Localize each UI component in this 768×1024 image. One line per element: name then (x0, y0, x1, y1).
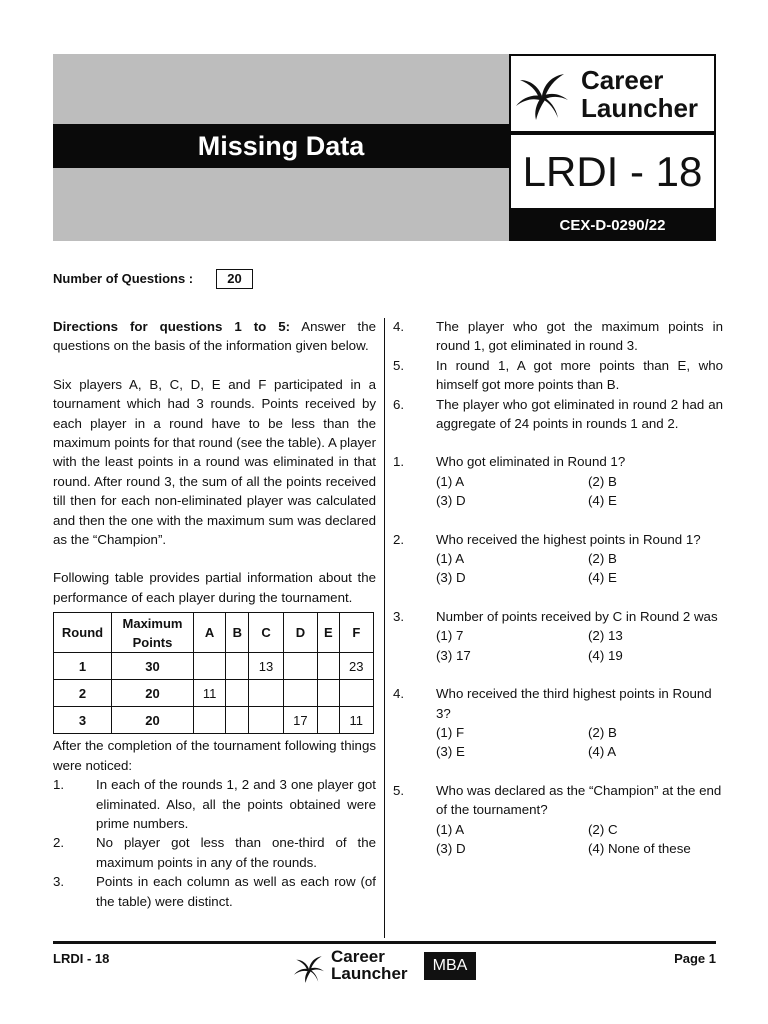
table-cell: 17 (283, 707, 317, 734)
question-1 (393, 452, 723, 510)
table-cell: 30 (112, 653, 194, 680)
question-text: Who was declared as the “Champion” at the end of the tournament? (436, 782, 722, 818)
column-divider (384, 318, 385, 938)
observation-text: The player who got the maximum points in round 1, got eliminated in round 3. (436, 319, 723, 354)
observation-number: 1. (53, 777, 65, 793)
table-row (54, 707, 374, 734)
option: (1) F (436, 724, 465, 740)
table-row (54, 680, 374, 707)
table-header-cell: B (226, 613, 249, 653)
question-options (436, 626, 723, 665)
points-table (53, 612, 374, 734)
table-cell: 3 (54, 707, 112, 734)
brand-name (581, 66, 698, 122)
table-cell: 11 (339, 707, 373, 734)
table-cell (283, 680, 317, 707)
question-stem (393, 452, 723, 471)
option: (2) B (588, 724, 617, 740)
option: (4) A (588, 744, 617, 760)
footer-brand (331, 948, 408, 982)
option: (4) None of these (588, 840, 691, 856)
table-cell (318, 707, 340, 734)
question-number: 4. (393, 686, 405, 702)
table-cell (249, 680, 283, 707)
question-number: 2. (393, 531, 405, 547)
footer-brand-line2: Launcher (331, 964, 408, 983)
option: (3) D (436, 570, 466, 586)
observation-number: 2. (53, 835, 65, 851)
observation-item (53, 872, 376, 911)
question-number: 3. (393, 608, 405, 624)
observation-item (393, 317, 723, 356)
option: (3) D (436, 840, 466, 856)
observation-text: The player who got eliminated in round 2 had an aggregate of 24 points in rounds 1 and 2. (436, 396, 723, 432)
observation-item (393, 395, 723, 434)
table-intro: Following table provides partial information about the performance of each player during the tournament. (53, 570, 376, 605)
question-stem (393, 781, 723, 820)
question-stem (393, 530, 723, 549)
question-number: 5. (393, 782, 405, 798)
brand-line2: Launcher (581, 93, 699, 123)
table-header-cell: E (318, 613, 340, 653)
option: (3) 17 (436, 647, 471, 663)
option: (2) 13 (588, 628, 623, 644)
footer-logo-icon (291, 954, 327, 984)
page-number: Page 1 (674, 951, 716, 966)
left-column (53, 317, 376, 911)
observation-number: 5. (393, 357, 405, 373)
question-options (436, 723, 723, 762)
table-cell (194, 707, 226, 734)
question-text: Number of points received by C in Round 2 was (436, 608, 718, 624)
question-options (436, 472, 723, 511)
question-stem (393, 684, 723, 723)
option: (4) 19 (588, 647, 623, 663)
document-code: LRDI - 18 (522, 148, 703, 195)
option: (1) 7 (436, 628, 464, 644)
table-cell (318, 653, 340, 680)
table-cell (226, 680, 249, 707)
table-cell: 23 (339, 653, 373, 680)
table-cell (194, 653, 226, 680)
observation-number: 6. (393, 396, 405, 412)
table-cell (283, 653, 317, 680)
table-header-cell: Maximum Points (112, 613, 194, 653)
table-cell (339, 680, 373, 707)
question-text: Who received the highest points in Round 1? (436, 531, 701, 547)
footer-divider (53, 941, 716, 944)
table-cell: 20 (112, 707, 194, 734)
option: (1) A (436, 473, 465, 489)
career-launcher-logo-icon (514, 70, 570, 122)
option: (1) A (436, 551, 465, 567)
question-5 (393, 781, 723, 859)
option: (2) B (588, 473, 617, 489)
question-2 (393, 530, 723, 588)
observation-text: No player got less than one-third of the maximum points in any of the rounds. (96, 835, 376, 870)
observation-text: In each of the rounds 1, 2 and 3 one player got eliminated. Also, all the points obtained were prime numbers. (96, 777, 376, 831)
observation-item (53, 833, 376, 872)
question-stem (393, 607, 723, 626)
footer-code: LRDI - 18 (53, 951, 110, 966)
table-header-cell: D (283, 613, 317, 653)
table-header-cell: F (339, 613, 373, 653)
table-cell: 11 (194, 680, 226, 707)
option: (2) B (588, 551, 617, 567)
table-header-cell: Round (54, 613, 112, 653)
sub-code: CEX-D-0290/22 (559, 217, 666, 234)
table-header-cell: A (194, 613, 226, 653)
option: (4) E (588, 493, 617, 509)
option: (3) E (436, 744, 465, 760)
directions (53, 317, 376, 356)
observation-text: In round 1, A got more points than E, who himself got more points than B. (436, 357, 723, 393)
observation-item (393, 356, 723, 395)
table-cell (318, 680, 340, 707)
observation-text: Points in each column as well as each row (of the table) were distinct. (96, 874, 376, 909)
intro-paragraph: Six players A, B, C, D, E and F participated in a tournament which had 3 rounds. Points received by each player in a round have to be less than the maximum points for that round (see the table). A player with the least points in a round was eliminated in that round. After round 3, the sum of all the points received till then for each non-eliminated player was calculated and then the one with the maximum sum was declared as the “Champion”. (53, 376, 376, 548)
table-cell: 13 (249, 653, 283, 680)
after-text: After the completion of the tournament following things were noticed: (53, 738, 376, 773)
footer-brand-line1: Career (331, 947, 385, 966)
question-number: 1. (393, 454, 405, 470)
option: (2) C (588, 821, 618, 837)
question-text: Who received the third highest points in Round 3? (436, 686, 712, 721)
table-cell (249, 707, 283, 734)
table-cell (226, 707, 249, 734)
option: (1) A (436, 821, 465, 837)
question-3 (393, 607, 723, 665)
question-text: Who got eliminated in Round 1? (436, 454, 626, 470)
option: (4) E (588, 570, 617, 586)
table-cell (226, 653, 249, 680)
directions-text: Answer the questions on the basis of the information given below. (53, 319, 376, 354)
table-header-row (54, 613, 374, 653)
table-cell: 2 (54, 680, 112, 707)
option: (3) D (436, 493, 466, 509)
observation-item (53, 775, 376, 833)
page-title: Missing Data (197, 131, 365, 161)
question-options (436, 549, 723, 588)
num-questions-label: Number of Questions : (53, 271, 194, 286)
question-4 (393, 684, 723, 762)
directions-heading: Directions for questions 1 to 5: (53, 319, 291, 334)
brand-line1: Career (581, 65, 664, 95)
right-column (393, 317, 723, 858)
table-row (54, 653, 374, 680)
num-questions-value: 20 (216, 269, 253, 289)
table-header-cell: C (249, 613, 283, 653)
observation-number: 4. (393, 319, 405, 334)
table-cell: 20 (112, 680, 194, 707)
mba-badge: MBA (424, 952, 476, 980)
question-options (436, 820, 723, 859)
observation-number: 3. (53, 874, 65, 890)
table-cell: 1 (54, 653, 112, 680)
